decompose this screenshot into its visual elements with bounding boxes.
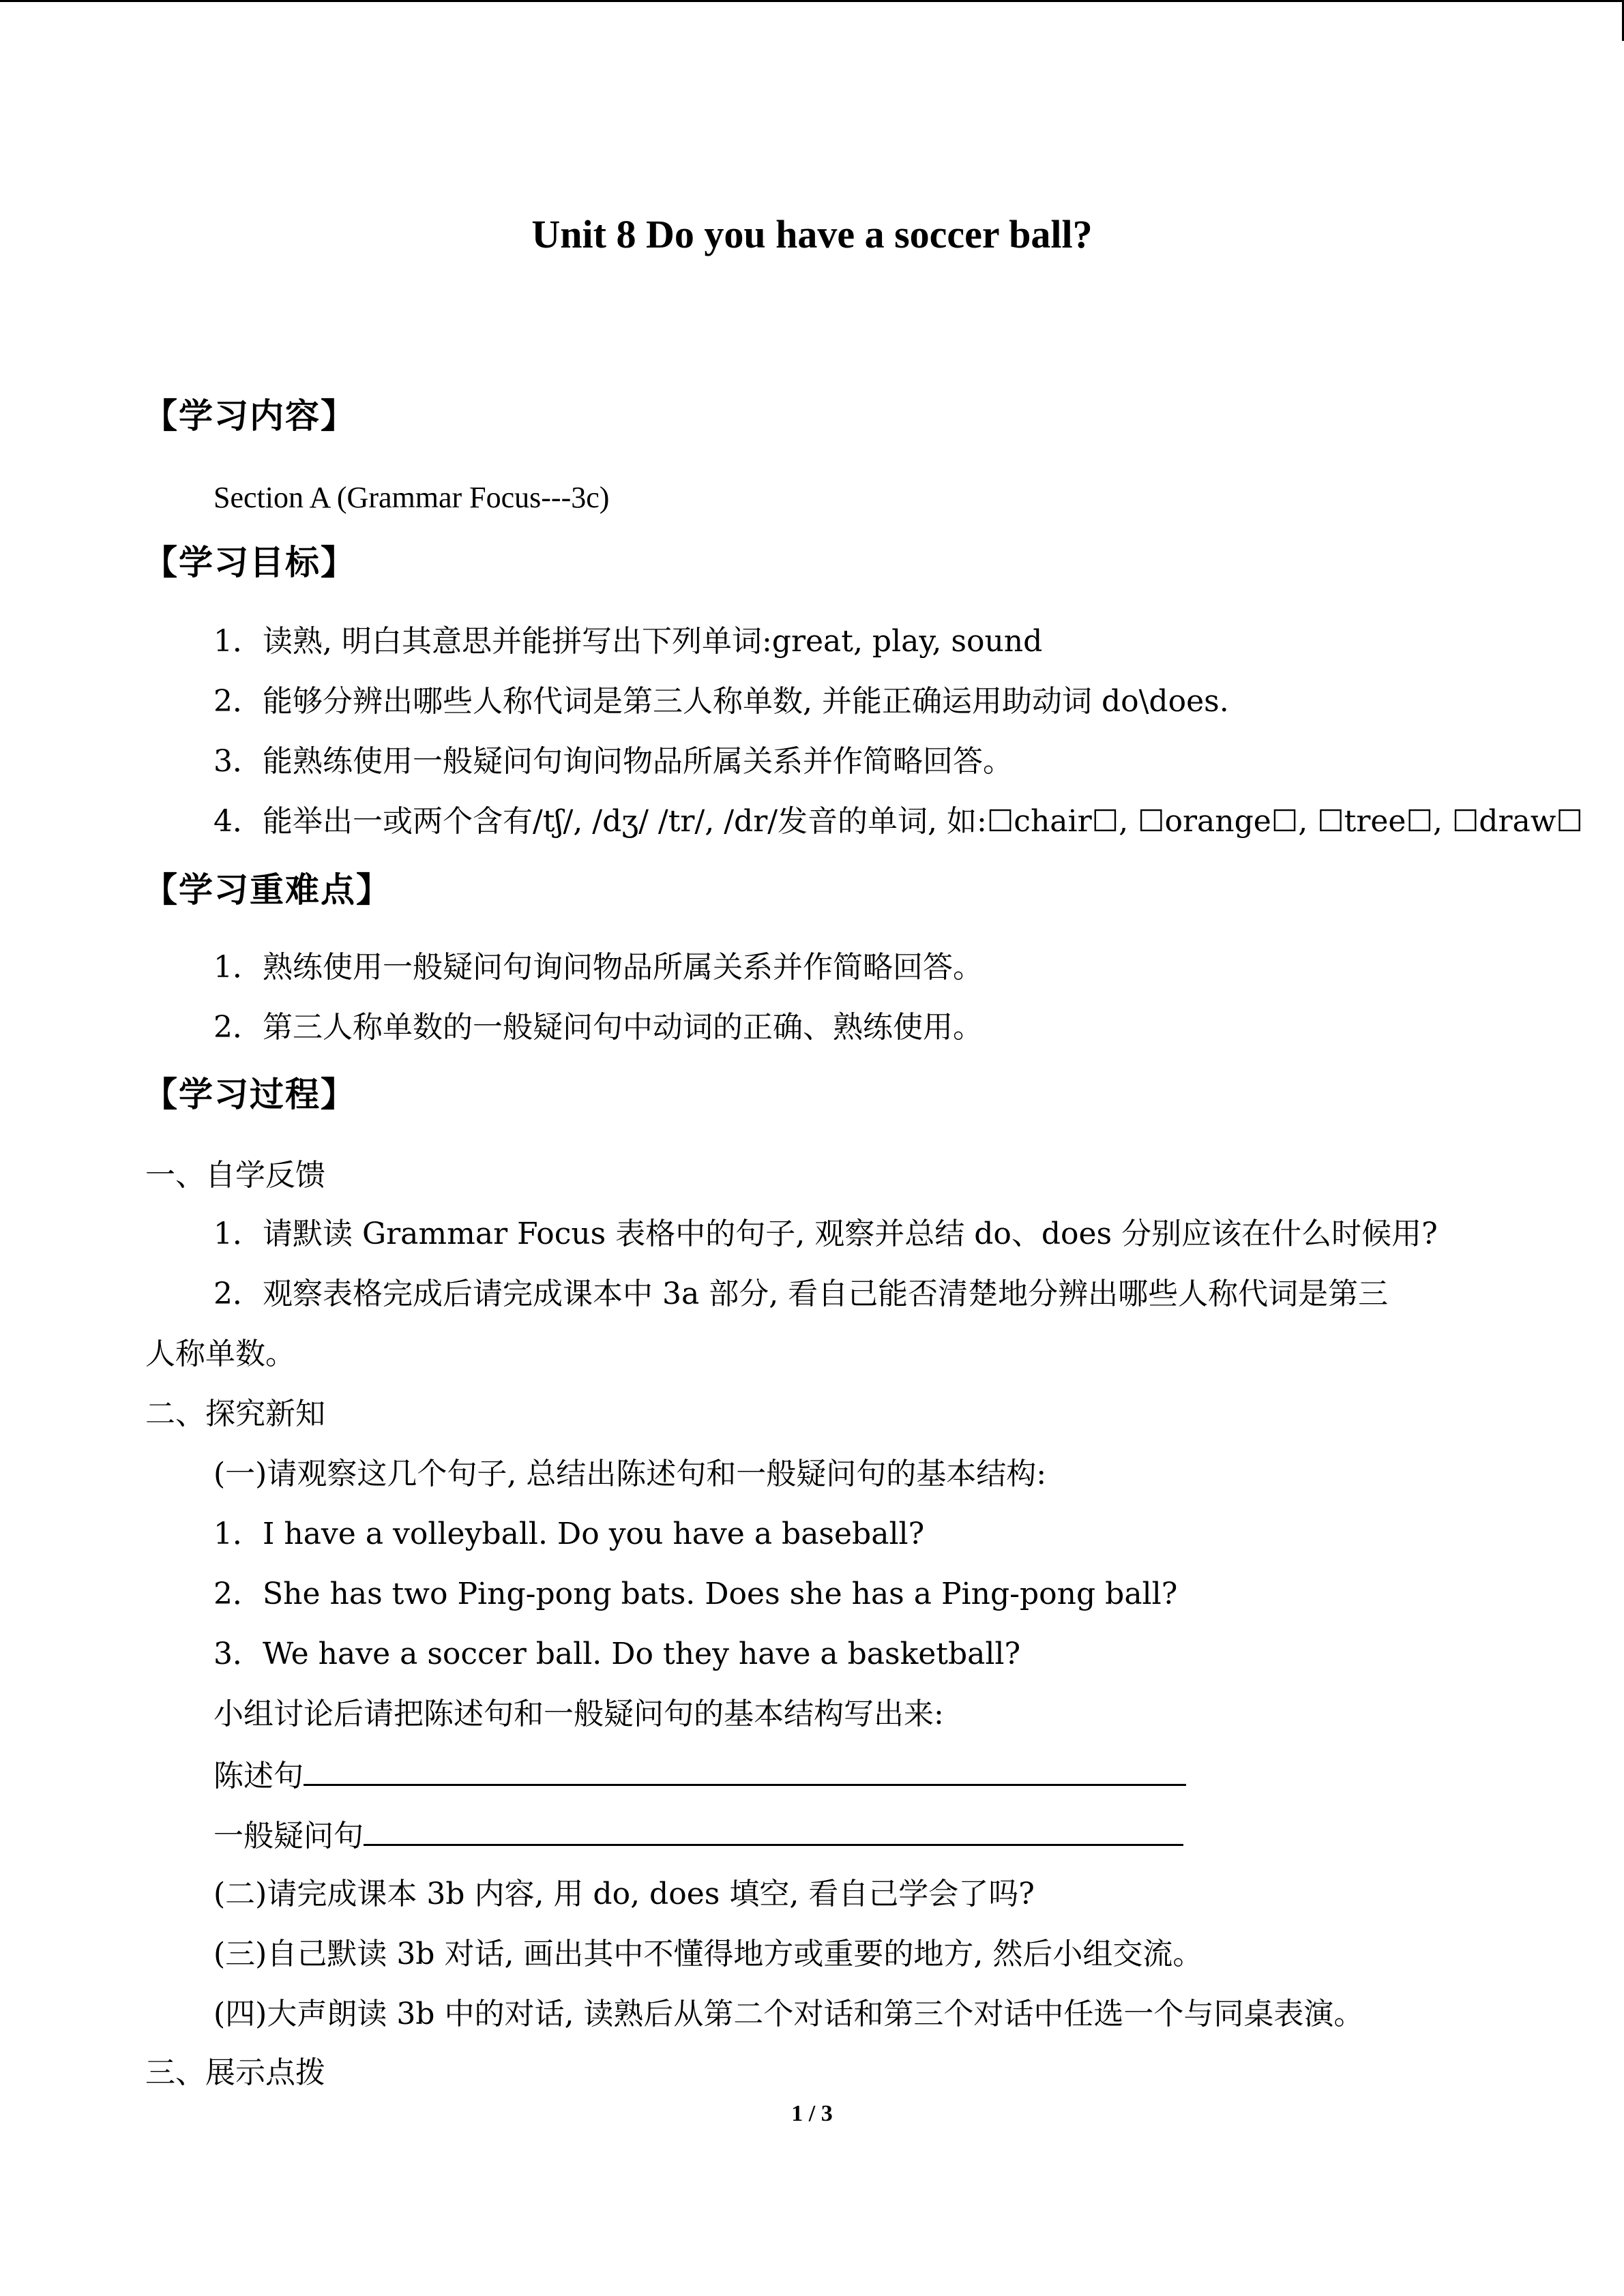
- section-presentation: 三、展示点拨: [145, 2055, 325, 2090]
- goal-item-2: 2．能够分辨出哪些人称代词是第三人称单数, 并能正确运用助动词 do\does.: [213, 684, 1229, 719]
- explore-intro: (一)请观察这几个句子, 总结出陈述句和一般疑问句的基本结构:: [213, 1457, 1047, 1491]
- task-four: (四)大声朗读 3b 中的对话, 读熟后从第二个对话和第三个对话中任选一个与同桌表演。: [213, 1997, 1364, 2031]
- key-point-2: 2．第三人称单数的一般疑问句中动词的正确、熟练使用。: [213, 1010, 983, 1045]
- section-self-feedback: 一、自学反馈: [145, 1158, 325, 1193]
- heading-key-points: 【学习重难点】: [143, 870, 392, 910]
- example-sentence-1: 1．I have a volleyball. Do you have a baseball?: [213, 1517, 925, 1551]
- self-feedback-item-2: 2．观察表格完成后请完成课本中 3a 部分, 看自己能否清楚地分辨出哪些人称代词是第三: [213, 1277, 1389, 1311]
- page-number: 1 / 3: [791, 2101, 833, 2126]
- page-title: Unit 8 Do you have a soccer ball?: [531, 212, 1093, 256]
- self-feedback-item-2-cont: 人称单数。: [145, 1337, 295, 1371]
- example-sentence-3: 3．We have a soccer ball. Do they have a basketball?: [213, 1637, 1021, 1671]
- heading-learning-goals: 【学习目标】: [143, 543, 356, 582]
- statement-row: [213, 1755, 1186, 1795]
- question-label: 一般疑问句: [213, 1819, 364, 1853]
- heading-learning-content: 【学习内容】: [143, 396, 356, 436]
- goal-item-4: 4．能举出一或两个含有/tʃ/, /dʒ/ /tr/, /dr/发音的单词, 如:☐chair☐, ☐orange☐, ☐tree☐, ☐draw☐: [213, 804, 1583, 839]
- heading-learning-process: 【学习过程】: [143, 1075, 356, 1114]
- task-two: (二)请完成课本 3b 内容, 用 do, does 填空, 看自己学会了吗?: [213, 1877, 1035, 1911]
- task-three: (三)自己默读 3b 对话, 画出其中不懂得地方或重要的地方, 然后小组交流。: [213, 1937, 1203, 1971]
- statement-answer-blank[interactable]: [304, 1755, 1186, 1786]
- discussion-prompt: 小组讨论后请把陈述句和一般疑问句的基本结构写出来:: [213, 1697, 944, 1731]
- example-sentence-2: 2．She has two Ping-pong bats. Does she has a Ping-pong ball?: [213, 1577, 1178, 1611]
- section-explore: 二、探究新知: [145, 1397, 325, 1431]
- goal-item-1: 1．读熟, 明白其意思并能拼写出下列单词:great, play, sound: [213, 624, 1043, 659]
- question-row: [213, 1815, 1183, 1855]
- section-range: Section A (Grammar Focus---3c): [213, 481, 610, 514]
- goal-item-3: 3．能熟练使用一般疑问句询问物品所属关系并作简略回答。: [213, 744, 1013, 779]
- top-border: [0, 0, 1624, 2]
- key-point-1: 1．熟练使用一般疑问句询问物品所属关系并作简略回答。: [213, 950, 983, 985]
- question-answer-blank[interactable]: [364, 1815, 1183, 1846]
- statement-label: 陈述句: [213, 1759, 304, 1793]
- self-feedback-item-1: 1．请默读 Grammar Focus 表格中的句子, 观察并总结 do、does 分别应该在什么时候用?: [213, 1217, 1438, 1251]
